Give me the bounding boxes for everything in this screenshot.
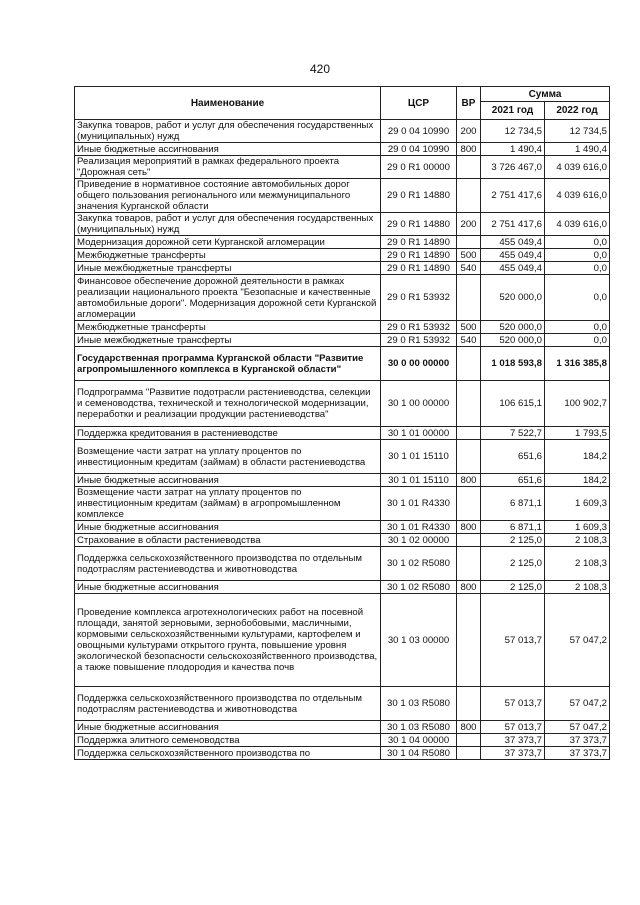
row-vr (457, 427, 481, 440)
row-csr: 29 0 R1 53932 (381, 321, 457, 334)
row-value-2022: 1 609,3 (545, 521, 610, 534)
table-row (75, 347, 610, 381)
table-row (75, 381, 610, 427)
page-number: 420 (309, 62, 331, 76)
row-value-2021: 2 125,0 (481, 534, 545, 547)
row-value-2021: 37 373,7 (481, 747, 545, 760)
row-csr: 30 0 00 00000 (381, 347, 457, 381)
row-value-2022: 37 373,7 (545, 747, 610, 760)
row-csr: 30 1 01 R4330 (381, 521, 457, 534)
row-vr: 200 (457, 120, 481, 143)
row-value-2021: 7 522,7 (481, 427, 545, 440)
row-csr: 30 1 03 R5080 (381, 687, 457, 721)
table-row (75, 427, 610, 440)
row-value-2021: 455 049,4 (481, 249, 545, 262)
row-csr: 29 0 R1 14890 (381, 249, 457, 262)
row-name: Закупка товаров, работ и услуг для обеспечения государственных (муниципальных) нужд (75, 213, 381, 236)
row-csr: 29 0 04 10990 (381, 120, 457, 143)
table-row (75, 440, 610, 474)
row-value-2022: 2 108,3 (545, 581, 610, 594)
row-vr: 800 (457, 721, 481, 734)
row-csr: 30 1 00 00000 (381, 381, 457, 427)
row-value-2021: 57 013,7 (481, 594, 545, 687)
row-value-2021: 2 751 417,6 (481, 179, 545, 213)
row-name: Поддержка элитного семеноводства (75, 734, 381, 747)
table-row (75, 156, 610, 179)
row-value-2021: 455 049,4 (481, 236, 545, 249)
header-name: Наименование (75, 87, 381, 120)
table-row (75, 534, 610, 547)
table-row (75, 249, 610, 262)
row-vr: 800 (457, 581, 481, 594)
table-row (75, 521, 610, 534)
table-row (75, 262, 610, 275)
row-value-2022: 1 316 385,8 (545, 347, 610, 381)
row-vr (457, 487, 481, 521)
row-name: Модернизация дорожной сети Курганской агломерации (75, 236, 381, 249)
row-csr: 30 1 02 R5080 (381, 547, 457, 581)
row-name: Иные бюджетные ассигнования (75, 581, 381, 594)
row-csr: 30 1 04 00000 (381, 734, 457, 747)
row-vr (457, 347, 481, 381)
table-row (75, 547, 610, 581)
row-name: Поддержка сельскохозяйственного производства по отдельным подотраслям растениеводства и животноводства (75, 547, 381, 581)
table-row (75, 594, 610, 687)
row-value-2022: 1 490,4 (545, 143, 610, 156)
row-vr (457, 156, 481, 179)
row-value-2021: 6 871,1 (481, 521, 545, 534)
row-vr (457, 275, 481, 321)
table-row (75, 236, 610, 249)
row-value-2021: 1 490,4 (481, 143, 545, 156)
row-csr: 29 0 R1 14880 (381, 179, 457, 213)
row-vr: 540 (457, 334, 481, 347)
row-name: Страхование в области растениеводства (75, 534, 381, 547)
row-name: Иные бюджетные ассигнования (75, 521, 381, 534)
row-vr (457, 734, 481, 747)
row-value-2021: 57 013,7 (481, 687, 545, 721)
row-vr (457, 534, 481, 547)
row-value-2022: 57 047,2 (545, 687, 610, 721)
row-name: Иные межбюджетные трансферты (75, 262, 381, 275)
row-value-2022: 12 734,5 (545, 120, 610, 143)
row-csr: 30 1 04 R5080 (381, 747, 457, 760)
row-value-2021: 455 049,4 (481, 262, 545, 275)
row-value-2021: 520 000,0 (481, 334, 545, 347)
row-csr: 29 0 R1 14890 (381, 236, 457, 249)
row-value-2022: 0,0 (545, 275, 610, 321)
row-value-2022: 4 039 616,0 (545, 179, 610, 213)
row-csr: 30 1 01 15110 (381, 474, 457, 487)
row-csr: 30 1 01 R4330 (381, 487, 457, 521)
row-vr (457, 381, 481, 427)
row-value-2021: 37 373,7 (481, 734, 545, 747)
row-vr (457, 687, 481, 721)
row-value-2022: 57 047,2 (545, 594, 610, 687)
table-row (75, 487, 610, 521)
row-value-2021: 520 000,0 (481, 275, 545, 321)
row-value-2022: 1 609,3 (545, 487, 610, 521)
row-vr (457, 594, 481, 687)
row-vr: 800 (457, 474, 481, 487)
row-name: Поддержка сельскохозяйственного производства по отдельным подотраслям растениеводства и животноводства (75, 687, 381, 721)
table-row (75, 474, 610, 487)
row-vr (457, 747, 481, 760)
row-name: Возмещение части затрат на уплату процентов по инвестиционным кредитам (займам) в области растениеводства (75, 440, 381, 474)
row-vr (457, 547, 481, 581)
table-row (75, 581, 610, 594)
row-value-2022: 57 047,2 (545, 721, 610, 734)
row-name: Иные бюджетные ассигнования (75, 721, 381, 734)
row-name: Иные межбюджетные трансферты (75, 334, 381, 347)
row-name: Возмещение части затрат на уплату процентов по инвестиционным кредитам (займам) в агропромышленном комплексе (75, 487, 381, 521)
row-name: Поддержка сельскохозяйственного производства по (75, 747, 381, 760)
header-2022: 2022 год (545, 102, 610, 120)
table-row (75, 734, 610, 747)
row-csr: 30 1 01 15110 (381, 440, 457, 474)
row-value-2022: 2 108,3 (545, 534, 610, 547)
table-row (75, 334, 610, 347)
row-value-2022: 37 373,7 (545, 734, 610, 747)
row-name: Проведение комплекса агротехнологических работ на посевной площади, занятой зерновыми, зернобобовыми, масличными, кормовыми сельскохозяйственными культурами, картофелем и овощными культурами открытого грунта, повышение уровня экологической безопасности сельскохозяйственного производства, а также повышение плодородия и качества почв (75, 594, 381, 687)
row-value-2021: 2 125,0 (481, 547, 545, 581)
row-name: Финансовое обеспечение дорожной деятельности в рамках реализации национального проекта "Безопасные и качественные автомобильные дороги". Модернизация дорожной сети Курганской агломерации (75, 275, 381, 321)
table-body (75, 120, 610, 760)
row-csr: 30 1 02 R5080 (381, 581, 457, 594)
row-csr: 30 1 03 R5080 (381, 721, 457, 734)
row-vr (457, 179, 481, 213)
table-row (75, 321, 610, 334)
header-vr: ВР (457, 87, 481, 120)
header-sum: Сумма (481, 87, 610, 102)
row-value-2021: 12 734,5 (481, 120, 545, 143)
row-vr: 500 (457, 321, 481, 334)
row-value-2021: 106 615,1 (481, 381, 545, 427)
row-value-2021: 2 125,0 (481, 581, 545, 594)
row-value-2022: 0,0 (545, 249, 610, 262)
row-name: Государственная программа Курганской области "Развитие агропромышленного комплекса в Курганской области" (75, 347, 381, 381)
row-value-2021: 3 726 467,0 (481, 156, 545, 179)
row-value-2022: 0,0 (545, 321, 610, 334)
row-name: Подпрограмма "Развитие подотрасли растениеводства, селекции и семеноводства, технической и технологической модернизации, переработки и реализации продукции растениеводства" (75, 381, 381, 427)
row-vr (457, 236, 481, 249)
table-row (75, 747, 610, 760)
row-vr: 540 (457, 262, 481, 275)
row-value-2022: 0,0 (545, 334, 610, 347)
row-value-2021: 2 751 417,6 (481, 213, 545, 236)
table-row (75, 179, 610, 213)
row-value-2022: 184,2 (545, 440, 610, 474)
row-name: Межбюджетные трансферты (75, 321, 381, 334)
table-row (75, 721, 610, 734)
row-value-2022: 4 039 616,0 (545, 213, 610, 236)
row-value-2022: 0,0 (545, 236, 610, 249)
row-value-2022: 0,0 (545, 262, 610, 275)
table-row (75, 143, 610, 156)
row-vr: 800 (457, 143, 481, 156)
row-value-2021: 57 013,7 (481, 721, 545, 734)
row-csr: 30 1 03 00000 (381, 594, 457, 687)
row-csr: 30 1 02 00000 (381, 534, 457, 547)
row-csr: 29 0 R1 53932 (381, 275, 457, 321)
row-csr: 29 0 R1 00000 (381, 156, 457, 179)
row-name: Иные бюджетные ассигнования (75, 474, 381, 487)
row-name: Межбюджетные трансферты (75, 249, 381, 262)
row-value-2021: 1 018 593,8 (481, 347, 545, 381)
row-value-2022: 184,2 (545, 474, 610, 487)
table-row (75, 213, 610, 236)
row-vr: 500 (457, 249, 481, 262)
row-csr: 29 0 R1 14890 (381, 262, 457, 275)
row-value-2022: 4 039 616,0 (545, 156, 610, 179)
row-value-2022: 100 902,7 (545, 381, 610, 427)
row-name: Поддержка кредитования в растениеводстве (75, 427, 381, 440)
header-2021: 2021 год (481, 102, 545, 120)
table-row (75, 120, 610, 143)
row-value-2022: 1 793,5 (545, 427, 610, 440)
row-value-2021: 651,6 (481, 440, 545, 474)
row-vr: 200 (457, 213, 481, 236)
budget-table (74, 86, 610, 760)
row-csr: 29 0 R1 14880 (381, 213, 457, 236)
row-csr: 29 0 04 10990 (381, 143, 457, 156)
row-value-2022: 2 108,3 (545, 547, 610, 581)
row-name: Закупка товаров, работ и услуг для обеспечения государственных (муниципальных) нужд (75, 120, 381, 143)
table-row (75, 687, 610, 721)
row-value-2021: 651,6 (481, 474, 545, 487)
header-csr: ЦСР (381, 87, 457, 120)
row-csr: 30 1 01 00000 (381, 427, 457, 440)
row-name: Реализация мероприятий в рамках федерального проекта "Дорожная сеть" (75, 156, 381, 179)
row-value-2021: 520 000,0 (481, 321, 545, 334)
row-csr: 29 0 R1 53932 (381, 334, 457, 347)
row-name: Приведение в нормативное состояние автомобильных дорог общего пользования регионального или межмуниципального значения Курганской области (75, 179, 381, 213)
row-name: Иные бюджетные ассигнования (75, 143, 381, 156)
table-row (75, 275, 610, 321)
row-vr (457, 440, 481, 474)
row-value-2021: 6 871,1 (481, 487, 545, 521)
row-vr: 800 (457, 521, 481, 534)
